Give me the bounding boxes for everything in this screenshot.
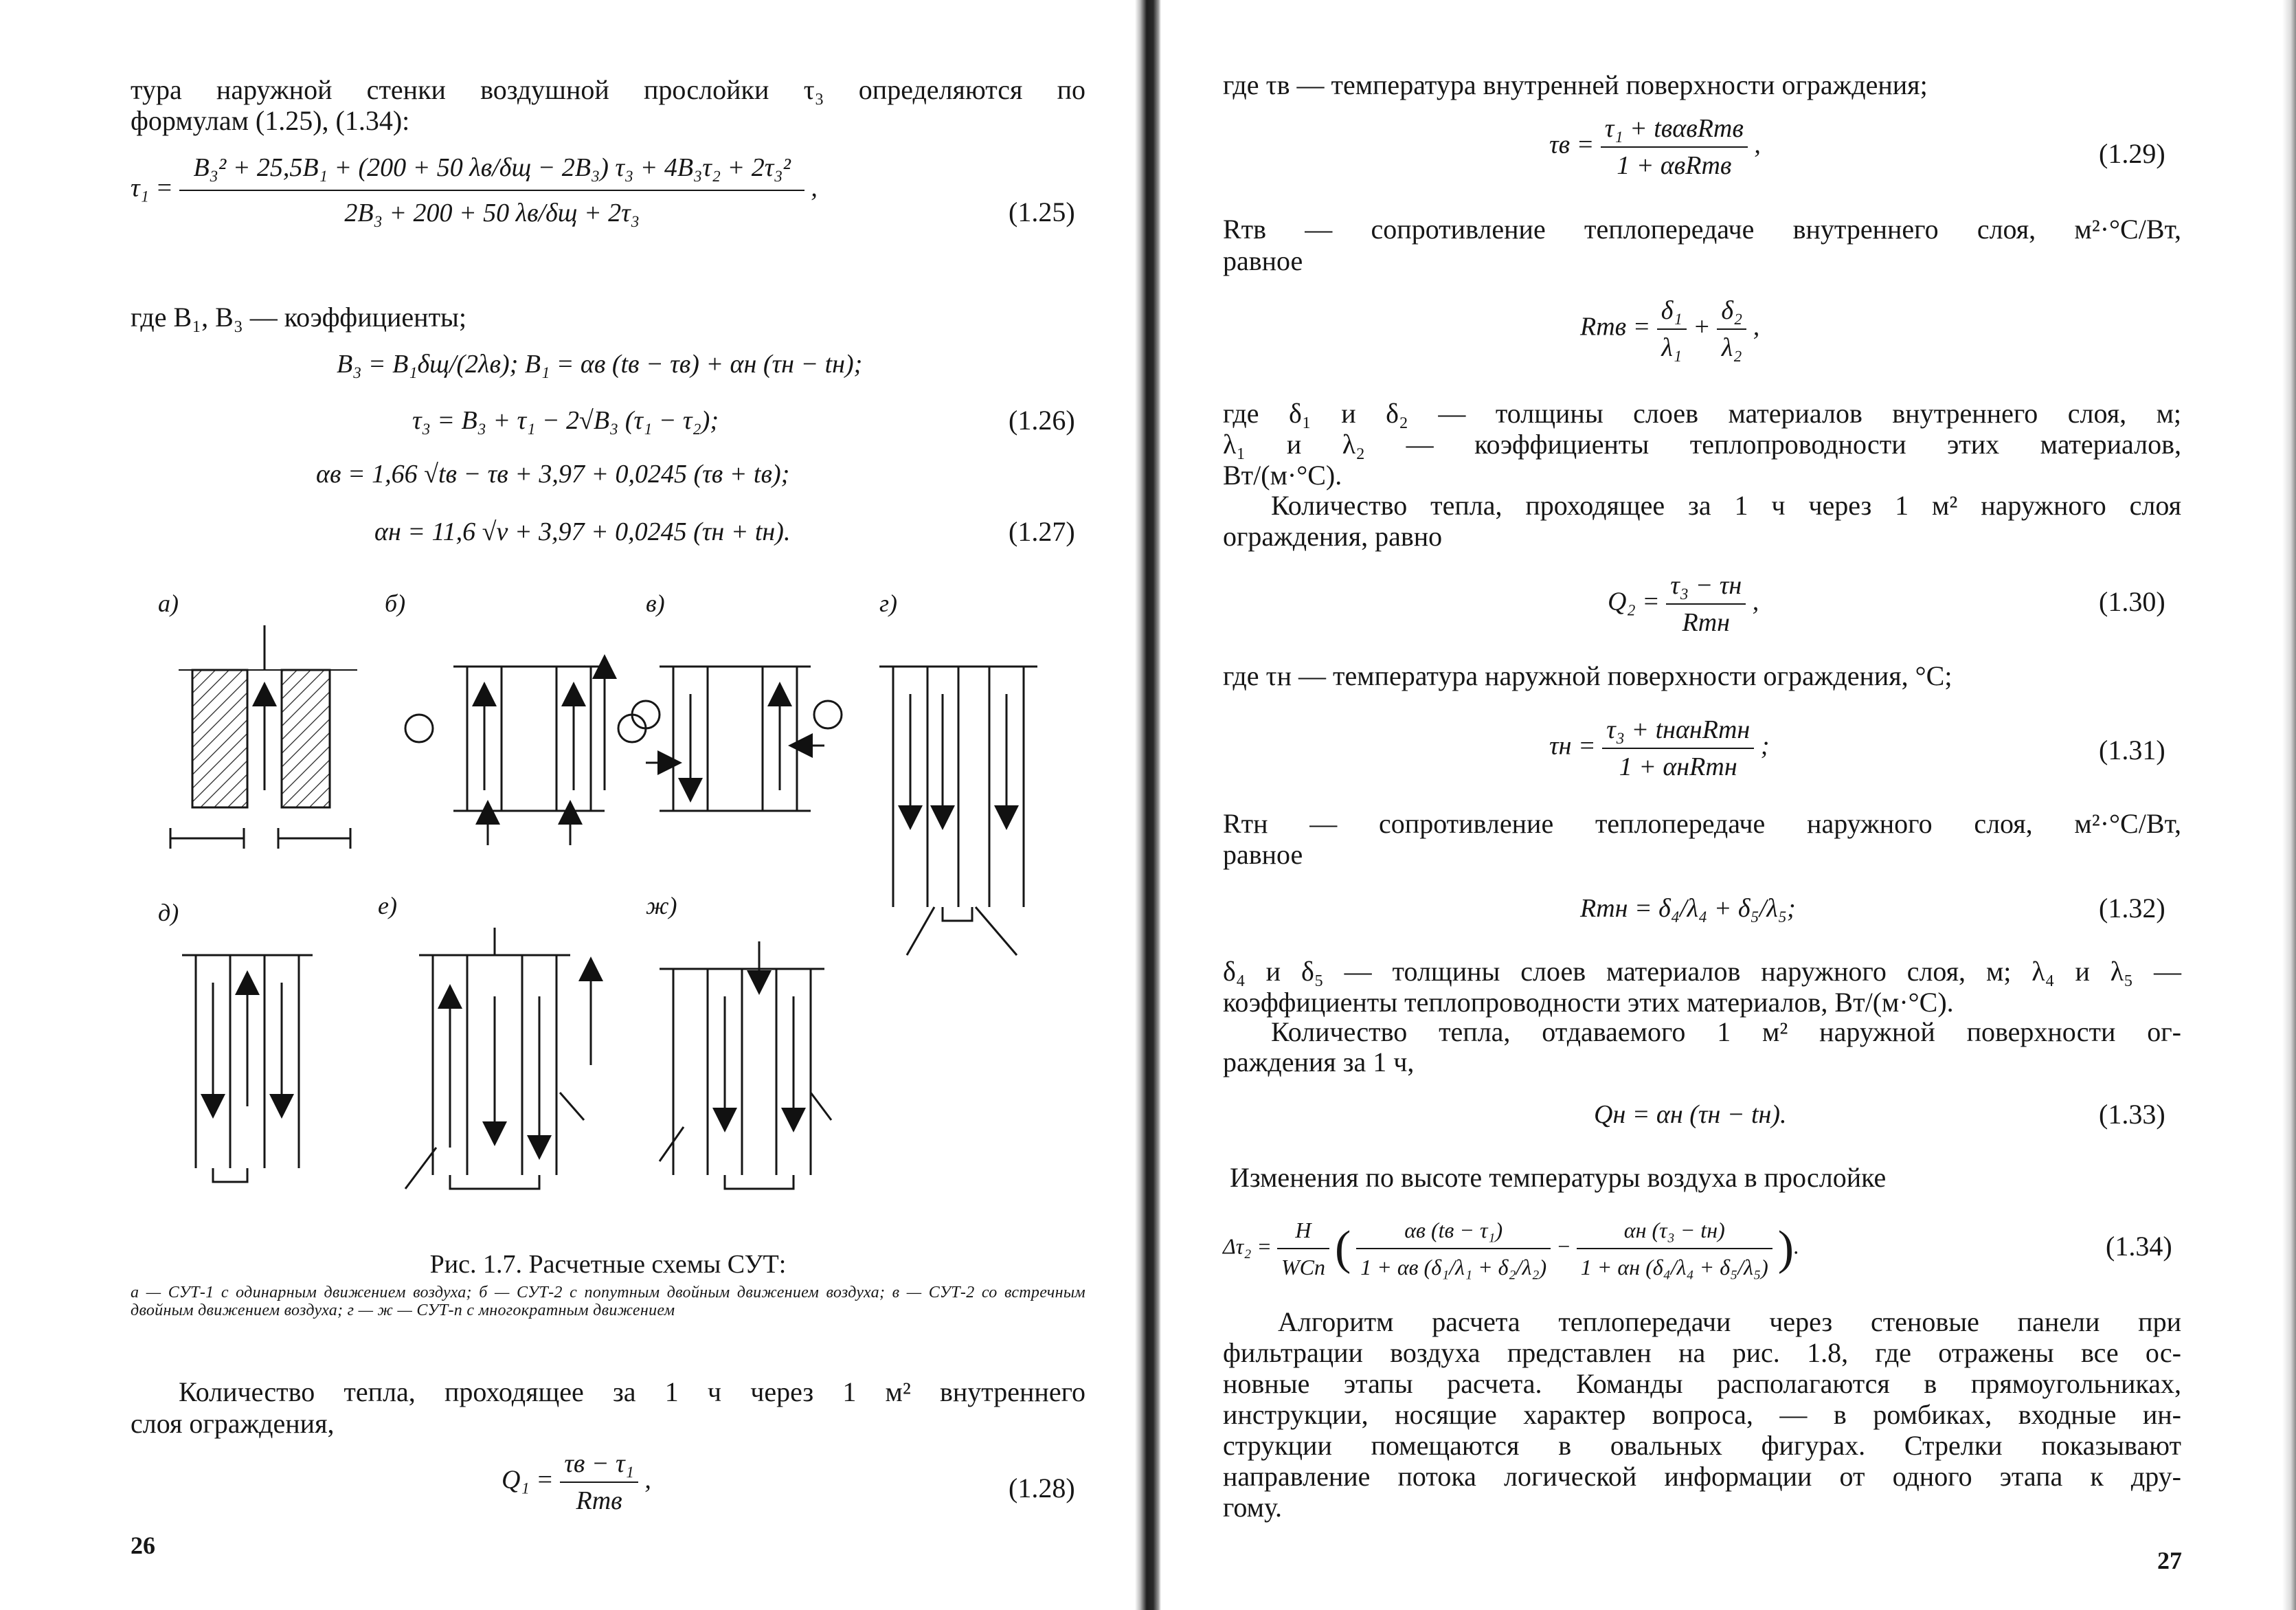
eq-1-34-a-denominator: 1 + αв (δ₁/λ₁ + δ₂/λ₂) [1360,1255,1547,1279]
equation-alpha-v: αв = 1,66 √tв − τв + 3,97 + 0,0245 (τв + tв); [316,460,790,489]
eq-1-30-fraction [1666,570,1746,638]
eq-1-28-fraction [560,1449,638,1516]
panel-label-b: б) [385,590,406,617]
eq-number-1-31: (1.31) [2099,735,2165,765]
eq-rtv-fraction-2 [1717,295,1746,363]
eq-1-34-h-numerator: H [1277,1215,1329,1249]
intro-line-2: формулам (1.25), (1.34): [131,105,410,136]
where-tn: где τн — температура наружной поверхности ограждения, °С; [1223,660,1952,691]
equation-b3: B₃ = B₁δщ/(2λв); B₁ = αв (tв − τв) + αн (τн − tн); [337,350,863,379]
height-change-line: Изменения по высоте температуры воздуха в прослойке [1230,1162,1887,1193]
eq-1-31-lhs: τн = [1549,731,1596,761]
algo-line-6: направление потока логической информации от одного этапа к дру- [1223,1461,2181,1492]
delta-line-2: λ₁ и λ₂ — коэффициенты теплопроводности этих материалов, [1223,429,2181,460]
eq-1-34-lhs: Δτ₂ = [1223,1233,1272,1259]
figure-caption: Рис. 1.7. Расчетные схемы СУТ: [429,1250,787,1279]
equation-rtv [1580,295,1759,363]
panel-g-diagram [879,667,1037,955]
eq-1-29-tail: , [1754,130,1761,159]
eq-1-34-h-denominator: WCn [1281,1255,1325,1279]
right-page [1168,0,2296,1610]
panel-a-diagram [170,625,357,849]
page-number-left: 26 [131,1532,155,1559]
eq-rtv-f1-numerator: δ₁ [1657,295,1687,330]
equation-1-30 [1608,570,1759,638]
delta-line-1: где δ₁ и δ₂ — толщины слоев материалов внутреннего слоя, м; [1223,398,2181,429]
eq-rtv-f1-denominator: λ₁ [1661,333,1682,362]
eq-1-28-tail: , [644,1465,651,1495]
panel-label-a: а) [158,590,179,617]
eq-1-25-fraction [179,153,804,228]
page-number-right: 27 [2157,1547,2182,1574]
eq-1-28-denominator: Rтв [576,1486,622,1515]
algo-line-3: новные этапы расчета. Команды располагаются в прямоугольниках, [1223,1368,2181,1399]
eq-1-31-numerator: τ₃ + tнαнRтн [1602,715,1754,749]
qn-line-1: Количество тепла, отдаваемого 1 м² наружной поверхности ог- [1271,1016,2181,1047]
algo-line-7: гому. [1223,1492,1282,1523]
eq-1-34-b-denominator: 1 + αн (δ₄/λ₄ + δ₅/λ₅) [1580,1255,1768,1279]
eq-number-1-26: (1.26) [1009,405,1075,436]
eq-1-34-tail: . [1794,1233,1800,1259]
d45-line-2: коэффициенты теплопроводности этих материалов, Вт/(м·°С). [1223,987,1954,1018]
equation-1-33: Qн = αн (τн − tн). [1594,1100,1787,1129]
eq-number-1-25: (1.25) [1009,197,1075,227]
eq-rtv-f2-denominator: λ₂ [1721,333,1742,362]
eq-number-1-30: (1.30) [2099,586,2165,617]
panel-label-e: е) [378,892,397,919]
eq-rtv-f2-numerator: δ₂ [1717,295,1746,330]
panel-b-diagram [405,667,646,845]
equation-1-34: Δτ₂ = $\frac{H}{\text{WCn}}$ ( $\frac{\text{αв (tв − τ₁)}}{\text{1 + αв (δ₁/λ₁ + δ₂/λ₂)}}$ − $\frac{\text{αн (τ₃ − tн)}}{\text{1 + αн (δ₄/λ₄ + δ₅/λ₅)}}$ ). [1223,1215,1799,1282]
q2-line-1: Количество тепла, проходящее за 1 ч через 1 м² наружного слоя [1271,490,2181,521]
panel-zh-diagram [660,941,831,1189]
equation-1-27: αн = 11,6 √v + 3,97 + 0,0245 (τн + tн). [374,517,791,546]
where-coefficients: где B₁, B₃ — коэффициенты; [131,302,467,333]
equation-1-29 [1549,113,1761,181]
eq-rtv-lhs: Rтв = [1580,312,1651,342]
eq-1-29-denominator: 1 + αвRтв [1617,151,1732,180]
left-page [0,0,1134,1610]
eq-number-1-28: (1.28) [1009,1473,1075,1503]
eq-1-31-tail: ; [1760,731,1770,761]
intro-line-1: тура наружной стенки воздушной прослойки τ₃ определяются по [131,74,1085,105]
eq-1-29-numerator: τ₁ + tвαвRтв [1601,113,1748,148]
eq-1-29-fraction [1601,113,1748,181]
eq-1-34-h-fraction [1277,1215,1329,1282]
q2-line-2: ограждения, равно [1223,521,1443,552]
equation-1-25 [131,153,818,228]
eq-number-1-29: (1.29) [2099,138,2165,169]
eq-rtv-tail: , [1753,312,1760,342]
panel-label-v: в) [646,590,665,617]
algo-line-5: струкции помещаются в овальных фигурах. Стрелки показывают [1223,1430,2181,1461]
panel-label-zh: ж) [646,892,677,919]
eq-1-30-denominator: Rтн [1682,608,1730,637]
eq-1-28-lhs: Q₁ = [502,1465,554,1495]
eq-1-30-lhs: Q₂ = [1608,587,1660,616]
equation-1-32: Rтн = δ₄/λ₄ + δ₅/λ₅; [1580,894,1796,923]
panel-label-g: г) [879,590,898,617]
delta-line-3: Вт/(м·°С). [1223,460,1342,491]
panel-v-diagram [632,667,842,811]
equation-1-26: τ₃ = B₃ + τ₁ − 2√B₃ (τ₁ − τ₂); [412,406,719,435]
eq-number-1-34: (1.34) [2106,1231,2172,1262]
rtn-line-1: Rтн — сопротивление теплопередаче наружного слоя, м²·°С/Вт, [1223,808,2181,839]
page-edge-shadow [2282,0,2296,1610]
panel-d-diagram [182,955,313,1182]
eq-1-25-tail: , [811,173,818,203]
algo-line-4: инструкции, носящие характер вопроса, — в ромбиках, входные ин- [1223,1399,2181,1430]
eq-1-29-lhs: τв = [1549,130,1595,159]
para-q1-line-2: слоя ограждения, [131,1408,335,1439]
rtn-line-2: равное [1223,839,1303,870]
eq-1-25-numerator: B₃² + 25,5B₁ + (200 + 50 λв/δщ − 2B₃) τ₃ + 4B₃τ₂ + 2τ₃² [179,153,804,191]
eq-1-34-minus: − [1556,1233,1571,1259]
panel-label-d: д) [158,899,179,926]
eq-1-25-denominator: 2B₃ + 200 + 50 λв/δщ + 2τ₃ [344,199,640,227]
panel-e-diagram [405,928,591,1189]
figure-1-7-schemes [151,584,1113,1244]
eq-1-30-tail: , [1752,587,1759,616]
algo-line-2: фильтрации воздуха представлен на рис. 1.8, где отражены все ос- [1223,1337,2181,1368]
para-q1-line-1: Количество тепла, проходящее за 1 ч через 1 м² внутреннего [179,1376,1085,1407]
figure-legend: а — СУТ-1 с одинарным движением воздуха; б — СУТ-2 с попутным двойным движением воздуха; в — СУТ-2 со встречным двойным движением воздуха; г — ж — СУТ-n с многократным движением [131,1284,1085,1319]
rtv-line-2: равное [1223,245,1303,276]
eq-1-31-denominator: 1 + αнRтн [1619,752,1737,781]
eq-number-1-27: (1.27) [1009,516,1075,547]
eq-number-1-32: (1.32) [2099,893,2165,924]
equation-1-31 [1549,715,1769,782]
eq-1-25-lhs: τ₁ = [131,173,173,203]
where-tv: где τв — температура внутренней поверхности ограждения; [1223,69,1928,100]
qn-line-2: раждения за 1 ч, [1223,1047,1415,1077]
equation-1-28 [502,1449,651,1516]
eq-1-30-numerator: τ₃ − τн [1666,570,1746,605]
eq-1-34-b-numerator: αн (τ₃ − tн) [1577,1215,1772,1249]
eq-rtv-fraction-1 [1657,295,1687,363]
eq-1-34-a-fraction [1356,1215,1551,1282]
eq-1-34-b-fraction [1577,1215,1772,1282]
d45-line-1: δ₄ и δ₅ — толщины слоев материалов наружного слоя, м; λ₄ и λ₅ — [1223,956,2181,987]
algo-line-1: Алгоритм расчета теплопередачи через стеновые панели при [1278,1306,2181,1337]
rtv-line-1: Rтв — сопротивление теплопередаче внутреннего слоя, м²·°С/Вт, [1223,214,2181,245]
eq-1-31-fraction [1602,715,1754,782]
book-gutter [1135,0,1161,1610]
eq-1-28-numerator: τв − τ₁ [560,1449,638,1483]
eq-number-1-33: (1.33) [2099,1099,2165,1130]
eq-rtv-plus: + [1693,312,1711,342]
eq-1-34-a-numerator: αв (tв − τ₁) [1356,1215,1551,1249]
